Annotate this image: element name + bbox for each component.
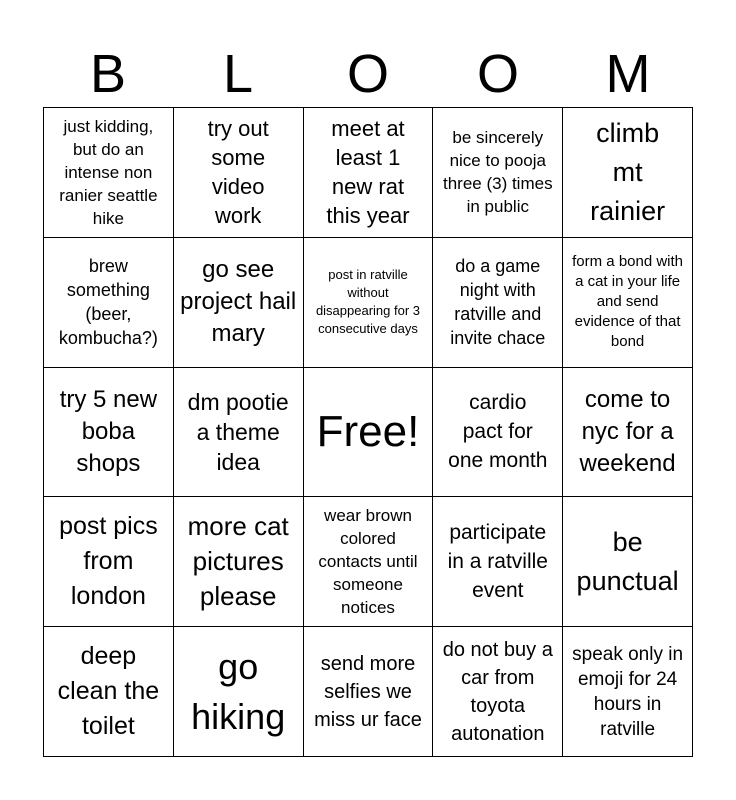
- cell-text: cardio pact for one month: [448, 391, 548, 473]
- bingo-cell-r1c1: [44, 108, 174, 238]
- cell-text: post pics from london: [59, 512, 158, 611]
- bingo-cell-r2c4: [433, 238, 563, 368]
- bingo-cell-r4c5: [563, 497, 693, 627]
- cell-text: go hiking: [191, 645, 286, 737]
- cell-text: just kidding, but do an intense non ranier seattle hike: [59, 116, 158, 228]
- bingo-cell-r3c2: [174, 368, 304, 498]
- cell-text: do not buy a car from toyota autonation: [442, 638, 553, 745]
- bingo-cell-r5c5: [563, 627, 693, 757]
- bingo-cell-r2c3: [304, 238, 434, 368]
- free-space: Free!: [316, 406, 420, 456]
- cell-text: participate in a ratville event: [447, 521, 548, 603]
- cell-text: send more selfies we miss ur face: [314, 652, 422, 731]
- header-letter-o2: O: [476, 44, 519, 104]
- bingo-cell-r2c5: [563, 238, 693, 368]
- bingo-cell-r5c3: [304, 627, 434, 757]
- bingo-cell-r3c5: [563, 368, 693, 498]
- cell-text: dm pootie a theme idea: [187, 388, 289, 475]
- cell-text: try out some video work: [207, 116, 269, 229]
- bingo-cell-r3c1: [44, 368, 174, 498]
- bingo-cell-r5c4: [433, 627, 563, 757]
- cell-text: try 5 new boba shops: [59, 385, 158, 477]
- bingo-cell-r1c4: [433, 108, 563, 238]
- cell-text: post in ratville without disappearing for 3 consecutive days: [315, 267, 421, 337]
- cell-text: be sincerely nice to pooja three (3) times in public: [442, 128, 553, 217]
- cell-text: form a bond with a cat in your life and send evidence of that bond: [572, 253, 684, 351]
- bingo-cell-r4c1: [44, 497, 174, 627]
- header-letter-l: L: [222, 44, 254, 104]
- bingo-cell-r3c3: [304, 368, 434, 498]
- cell-text: be punctual: [576, 526, 679, 596]
- bingo-cell-r3c4: [433, 368, 563, 498]
- cell-text: come to nyc for a weekend: [579, 385, 676, 477]
- header-letter-o1: O: [346, 44, 389, 104]
- bingo-cell-r1c2: [174, 108, 304, 238]
- cell-text: brew something (beer, kombucha?): [58, 256, 158, 349]
- cell-text: do a game night with ratville and invite chace: [450, 256, 546, 349]
- cell-text: deep clean the toilet: [57, 642, 160, 741]
- cell-text: meet at least 1 new rat this year: [326, 116, 410, 229]
- bingo-cell-r5c1: [44, 627, 174, 757]
- cell-text: go see project hail mary: [180, 256, 297, 348]
- cell-text: climb mt rainier: [590, 117, 666, 226]
- header-letter-m: M: [605, 44, 651, 104]
- cell-text: wear brown colored contacts until someone notices: [318, 506, 418, 618]
- header-letter-b: B: [89, 44, 127, 104]
- bingo-cell-r1c5: [563, 108, 693, 238]
- bingo-board: [43, 107, 693, 757]
- cell-text: speak only in emoji for 24 hours in ratville: [572, 643, 684, 740]
- bingo-cell-r4c2: [174, 497, 304, 627]
- cell-text: more cat pictures please: [187, 511, 289, 612]
- bingo-cell-r2c1: [44, 238, 174, 368]
- bingo-cell-r2c2: [174, 238, 304, 368]
- bingo-cell-r5c2: [174, 627, 304, 757]
- bingo-cell-r4c3: [304, 497, 434, 627]
- bingo-header: [43, 40, 693, 108]
- bingo-cell-r4c4: [433, 497, 563, 627]
- bingo-cell-r1c3: [304, 108, 434, 238]
